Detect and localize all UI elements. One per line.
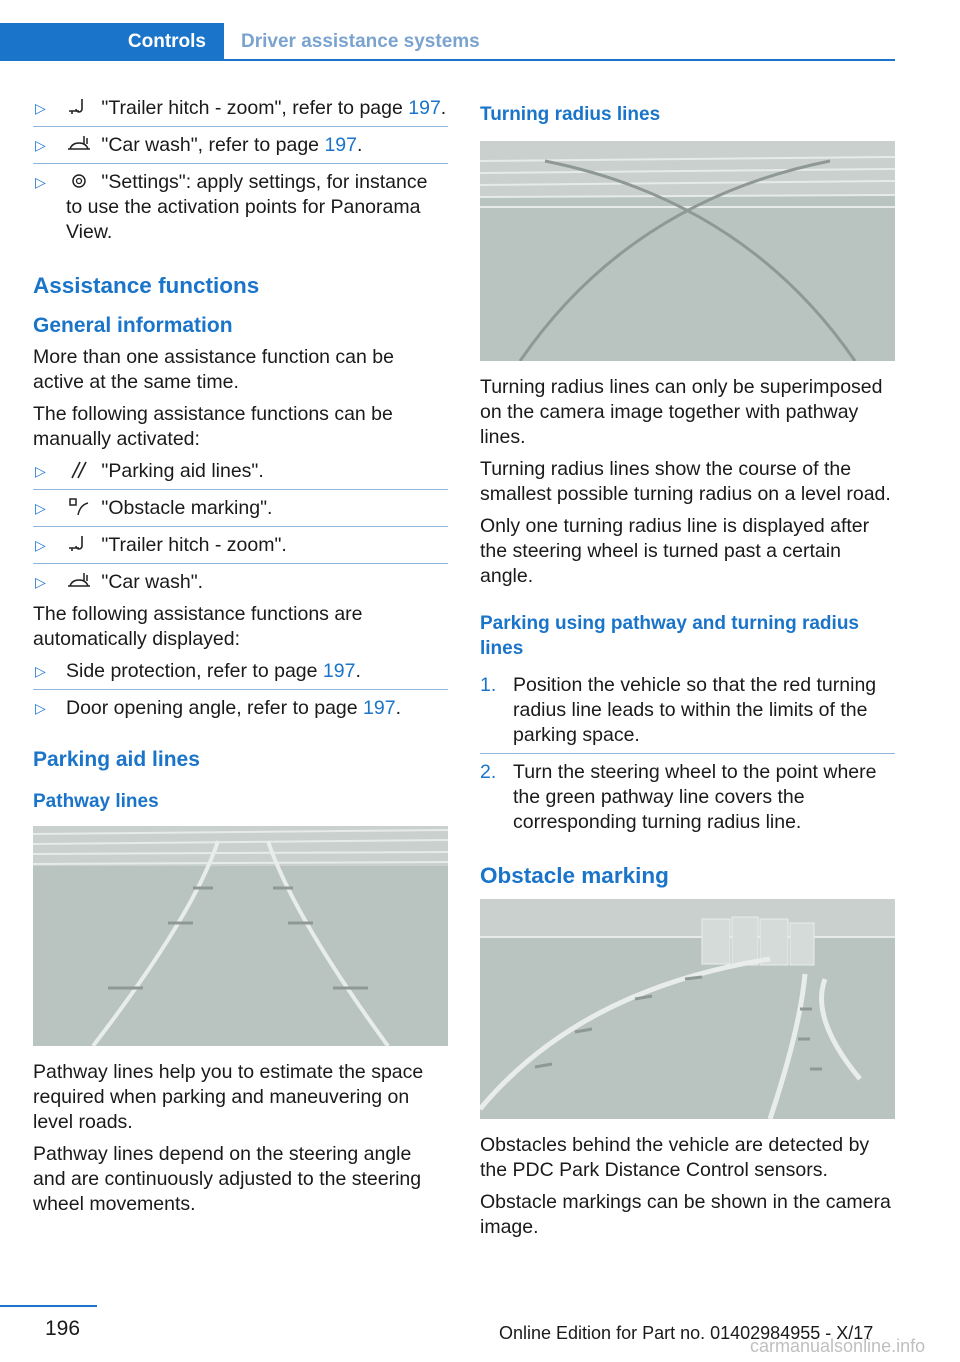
car-wash-icon <box>66 571 92 591</box>
heading-assistance-functions: Assistance functions <box>33 273 260 298</box>
page-link[interactable]: 197 <box>322 660 356 682</box>
page-header <box>0 23 895 61</box>
bullet-triangle-icon: ▷ <box>35 663 46 679</box>
bullet-triangle-icon: ▷ <box>35 537 46 553</box>
paragraph: Pathway lines depend on the steering angle and are continuously adjusted to the steering wheel movements. <box>33 1143 422 1215</box>
list-item <box>33 133 448 158</box>
pathway-lines-image <box>33 826 448 1046</box>
list-item-text: "Trailer hitch - zoom". <box>96 534 287 556</box>
paragraph: Turning radius lines show the course of the smallest possible turning radius on a level road. <box>480 458 891 505</box>
heading-obstacle-marking: Obstacle marking <box>480 863 669 888</box>
parking-aid-lines-icon <box>66 460 92 480</box>
right-column <box>480 96 895 1247</box>
bullet-triangle-icon: ▷ <box>35 463 46 479</box>
punctuation: . <box>357 134 363 156</box>
page-number: 196 <box>45 1317 81 1340</box>
list-item <box>33 496 448 521</box>
paragraph: More than one assistance function can be active at the same time. <box>33 346 394 393</box>
list-item <box>33 96 448 121</box>
obstacle-marking-icon <box>66 497 92 517</box>
list-item <box>33 570 448 595</box>
punctuation: . <box>440 97 447 119</box>
divider <box>33 163 448 164</box>
page-link[interactable]: 197 <box>408 97 441 119</box>
paragraph: Obstacles behind the vehicle are detected by the PDC Park Distance Control sensors. <box>480 1134 870 1181</box>
paragraph: Turning radius lines can only be superimposed on the camera image together with pathway lines. <box>480 376 883 448</box>
edition-note: Online Edition for Part no. 01402984955 - X/17 <box>499 1323 874 1343</box>
section-tab-controls[interactable]: Controls <box>0 23 224 61</box>
divider <box>33 126 448 127</box>
turning-radius-lines-image <box>480 141 895 361</box>
bullet-triangle-icon: ▷ <box>35 574 46 590</box>
heading-turning-radius-lines: Turning radius lines <box>480 104 661 125</box>
watermark: carmanualsonline.info <box>750 1336 926 1356</box>
list-item <box>480 673 895 748</box>
paragraph: The following assistance functions can be manually activated: <box>33 403 393 450</box>
list-item-text: "Parking aid lines". <box>96 460 264 482</box>
trailer-hitch-icon <box>66 97 92 117</box>
divider <box>480 753 895 754</box>
list-item-text: "Obstacle marking". <box>96 497 273 519</box>
step-text: Position the vehicle so that the red turning radius line leads to within the limits of the parking space. <box>513 674 877 746</box>
bullet-triangle-icon: ▷ <box>35 137 46 153</box>
paragraph: Only one turning radius line is displayed after the steering wheel is turned past a certain angle. <box>480 515 870 587</box>
heading-parking-aid-lines: Parking aid lines <box>33 748 200 771</box>
divider <box>33 489 448 490</box>
heading-pathway-lines: Pathway lines <box>33 791 159 812</box>
paragraph: Pathway lines help you to estimate the space required when parking and maneuvering on level roads. <box>33 1061 424 1133</box>
punctuation: . <box>355 660 361 682</box>
heading-parking-using-lines: Parking using pathway and turning radius lines <box>480 613 859 659</box>
page-link[interactable]: 197 <box>363 697 396 719</box>
paragraph: The following assistance functions are automatically displayed: <box>33 603 363 650</box>
list-item-text: Door opening angle, refer to page <box>66 697 364 719</box>
step-text: Turn the steering wheel to the point where the green pathway line covers the corresponding turning radius line. <box>513 761 877 833</box>
section-tab-driver-assistance[interactable]: Driver assistance systems <box>241 31 480 52</box>
divider <box>33 689 448 690</box>
list-item-text: "Settings": apply settings, for instance to use the activation points for Panorama View. <box>66 171 428 243</box>
bullet-triangle-icon: ▷ <box>35 100 46 116</box>
page-link[interactable]: 197 <box>324 134 357 156</box>
list-item <box>33 459 448 484</box>
bullet-triangle-icon: ▷ <box>35 500 46 516</box>
list-item <box>33 170 448 245</box>
settings-gear-icon <box>66 171 92 191</box>
list-item <box>33 533 448 558</box>
punctuation: . <box>395 697 402 719</box>
paragraph: Obstacle markings can be shown in the camera image. <box>480 1191 891 1238</box>
trailer-hitch-icon <box>66 534 92 554</box>
list-item <box>33 659 448 684</box>
list-item-text: "Car wash". <box>96 571 204 593</box>
list-item <box>33 696 448 721</box>
bullet-triangle-icon: ▷ <box>35 174 46 190</box>
list-item-text: "Trailer hitch - zoom", refer to page <box>96 97 409 119</box>
obstacle-marking-image <box>480 899 895 1119</box>
divider <box>33 526 448 527</box>
list-item-text: "Car wash", refer to page <box>96 134 325 156</box>
footer-divider <box>0 1305 97 1307</box>
left-column <box>33 96 448 1224</box>
step-number: 2. <box>480 761 497 783</box>
list-item-text: Side protection, refer to page <box>66 660 323 682</box>
heading-general-information: General information <box>33 314 233 337</box>
list-item <box>480 760 895 835</box>
car-wash-icon <box>66 134 92 154</box>
bullet-triangle-icon: ▷ <box>35 700 46 716</box>
step-number: 1. <box>480 674 497 696</box>
divider <box>33 563 448 564</box>
